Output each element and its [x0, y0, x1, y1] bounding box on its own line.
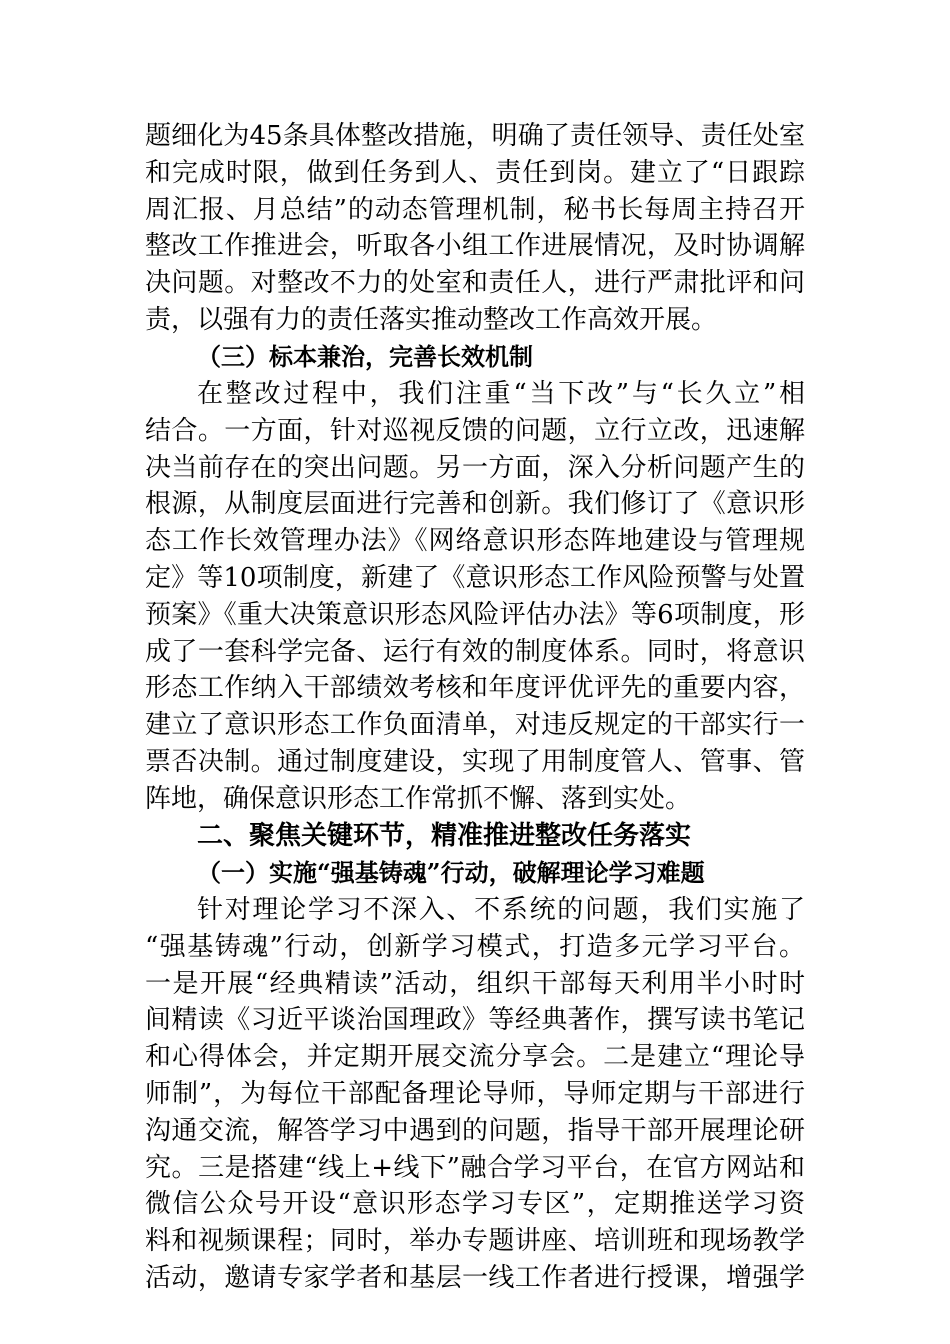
section-heading-three: （三）标本兼治，完善长效机制: [197, 342, 533, 371]
text-line: 成了一套科学完备、运行有效的制度体系。同时，将意识: [145, 636, 805, 667]
text-line: 态工作长效管理办法》《网络意识形态阵地建设与管理规: [145, 526, 805, 557]
text-line: 题细化为45条具体整改措施，明确了责任领导、责任处室: [145, 121, 805, 151]
text-line: 预案》《重大决策意识形态风险评估办法》等6项制度，形: [145, 599, 805, 630]
text-line: 建立了意识形态工作负面清单，对违反规定的干部实行一: [145, 710, 805, 741]
text-line: 定》等10项制度，新建了《意识形态工作风险预警与处置: [145, 562, 805, 593]
text-line: “强基铸魂”行动，创新学习模式，打造多元学习平台。: [145, 931, 805, 962]
text-line: 决当前存在的突出问题。另一方面，深入分析问题产生的: [145, 452, 805, 483]
text-line: 周汇报、月总结”的动态管理机制，秘书长每周主持召开: [145, 194, 805, 225]
text-line: 料和视频课程；同时，举办专题讲座、培训班和现场教学: [145, 1226, 805, 1257]
text-line: 和完成时限，做到任务到人、责任到岗。建立了“日跟踪: [145, 157, 805, 188]
text-line: 票否决制。通过制度建设，实现了用制度管人、管事、管: [145, 746, 805, 777]
text-line: 结合。一方面，针对巡视反馈的问题，立行立改，迅速解: [145, 415, 805, 446]
text-line: 形态工作纳入干部绩效考核和年度评优评先的重要内容，: [145, 673, 805, 704]
section-heading-one: （一）实施“强基铸魂”行动，破解理论学习难题: [197, 858, 705, 887]
part-two-heading: 二、聚焦关键环节，精准推进整改任务落实: [197, 821, 692, 851]
paragraph-theory-study: [145, 892, 805, 1297]
text-line: 活动，邀请专家学者和基层一线工作者进行授课，增强学: [145, 1262, 805, 1293]
text-line: 一是开展“经典精读”活动，组织干部每天利用半小时时: [145, 968, 805, 999]
text-line: 在整改过程中，我们注重“当下改”与“长久立”相: [197, 379, 805, 409]
text-line: 师制”，为每位干部配备理论导师，导师定期与干部进行: [145, 1078, 805, 1109]
text-line: 针对理论学习不深入、不系统的问题，我们实施了: [197, 895, 805, 925]
paragraph-responsibility: [145, 118, 805, 339]
text-line: 责，以强有力的责任落实推动整改工作高效开展。: [145, 304, 718, 335]
text-line: 根源，从制度层面进行完善和创新。我们修订了《意识形: [145, 489, 805, 520]
text-line: 和心得体会，并定期开展交流分享会。二是建立“理论导: [145, 1042, 805, 1073]
text-line: 间精读《习近平谈治国理政》等经典著作，撰写读书笔记: [145, 1005, 805, 1036]
text-line: 微信公众号开设“意识形态学习专区”，定期推送学习资: [145, 1189, 805, 1220]
text-line: 决问题。对整改不力的处室和责任人，进行严肃批评和问: [145, 268, 805, 299]
paragraph-long-term-mechanism: [145, 376, 805, 818]
text-line: 沟通交流，解答学习中遇到的问题，指导干部开展理论研: [145, 1115, 805, 1146]
text-line: 整改工作推进会，听取各小组工作进展情况，及时协调解: [145, 231, 805, 262]
text-line: 阵地，确保意识形态工作常抓不懈、落到实处。: [145, 783, 692, 814]
text-line: 究。三是搭建“线上+线下”融合学习平台，在官方网站和: [145, 1152, 805, 1183]
